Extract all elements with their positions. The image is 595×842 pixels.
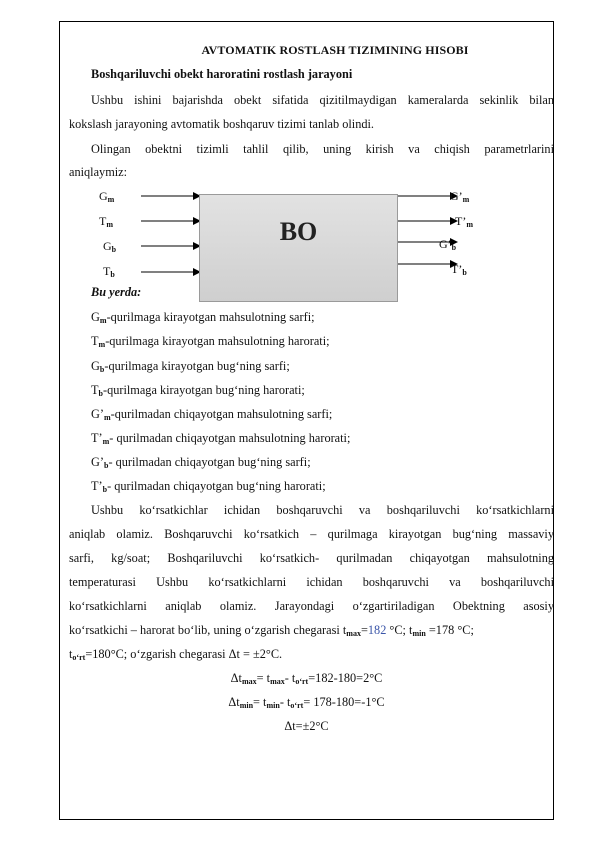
definition-item: $G’_b-$ qurilmadan chiqayotgan bug‘ning sarfi;: [91, 455, 311, 470]
intro-line-2: kokslash jarayoning avtomatik boshqaruv tizimi tanlab olindi.: [69, 117, 374, 131]
body-line-6: ko‘rsatkichi – harorat bo‘lib, uning o‘zgarish chegarasi $t_{max}=182$ °C; $t_{min} =178$ °C;: [69, 623, 474, 638]
definition-item: $T_m$-qurilmaga kirayotgan mahsulotning harorati;: [91, 334, 330, 349]
definition-item: $G_b$-qurilmaga kirayotgan bug‘ning sarfi;: [91, 359, 290, 374]
bu-yerda-label: Bu yerda:: [91, 285, 142, 299]
bo-block-label: BO: [279, 217, 318, 246]
output-label-4: $T’_b$: [451, 262, 467, 277]
intro-line-1: Ushbu ishini bajarishda obekt sifatida qizitilmaydigan kameralarda sekinlik bilan: [91, 93, 554, 107]
definition-item: $T_b$-qurilmaga kirayotgan bug‘ning harorati;: [91, 383, 305, 398]
para2-line-2: aniqlaymiz:: [69, 165, 128, 179]
body-line-5: ko‘rsatkichlarni aniqlab olamiz. Jarayondagi o‘zgartiriladigan Obektning asosiy: [69, 599, 554, 613]
output-label-1: $G’_m$: [450, 189, 470, 204]
definition-item: $T’_m-$ qurilmadan chiqayotgan mahsulotning harorati;: [91, 431, 351, 446]
body-line-1: Ushbu ko‘rsatkichlar ichidan boshqaruvchi va boshqariluvchi ko‘rsatkichlarni: [91, 503, 554, 517]
input-label-1: $G_m$: [99, 189, 115, 204]
input-label-3: $G_b$: [103, 239, 117, 254]
body-line-4: temperaturasi Ushbu ko‘rsatkichlarni ichidan boshqaruvchi va boshqariluvchi: [69, 575, 554, 589]
body-line-3: sarfi, kg/soat; Boshqariluvchi ko‘rsatkich- qurilmadan chiqayotgan mahsulotning: [69, 551, 554, 565]
output-label-2: $T’_m$: [455, 214, 474, 229]
equation-1: $\Delta t_{max}= t_{max}-$ $t_{o‘rt}=182-180=2^\circ C$: [230, 671, 383, 686]
para2-line-1: Olingan obektni tizimli tahlil qilib, uning kirish va chiqish parametrlarini: [91, 142, 554, 156]
body-line-2: aniqlab olamiz. Boshqaruvchi ko‘rsatkich – qurilmaga kirayotgan bug‘ning massaviy: [69, 527, 554, 541]
input-label-4: $T_b$: [103, 264, 115, 279]
document-title: AVTOMATIK ROSTLASH TIZIMINING HISOBI: [201, 43, 469, 57]
definition-item: $G’_m$-qurilmadan chiqayotgan mahsulotning sarfi;: [91, 407, 333, 422]
bo-block: [199, 194, 398, 302]
section-subtitle: Boshqariluvchi obekt haroratini rostlash jarayoni: [91, 67, 353, 81]
input-label-2: $T_m$: [99, 214, 114, 229]
definition-item: $T’_b-$ qurilmadan chiqayotgan bug‘ning harorati;: [91, 479, 326, 494]
output-label-3: $G’_b$: [439, 237, 457, 252]
equation-3: Δt=±2°C: [284, 719, 329, 733]
body-line-7: $t_{o‘rt}=180^\circ C$; o‘zgarish chegarasi Δt = ±2°C.: [69, 647, 283, 662]
definition-item: $G_m$-qurilmaga kirayotgan mahsulotning sarfi;: [91, 310, 315, 325]
equation-2: $\Delta t_{min}= t_{min}-$ $t_{o‘rt}= 178-180=-1^\circ C$: [228, 695, 385, 710]
